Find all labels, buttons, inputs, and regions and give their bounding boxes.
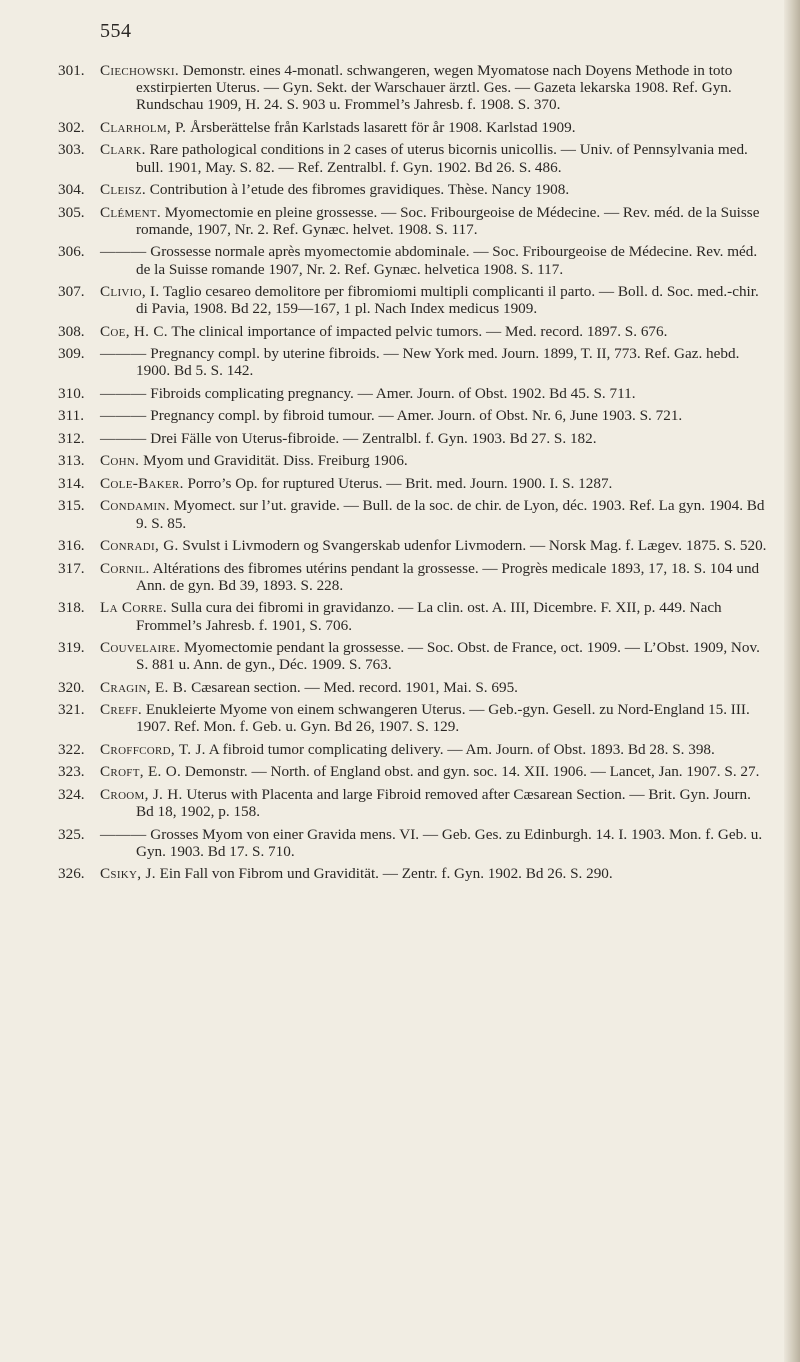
entry-author: Clark. — [100, 141, 146, 159]
entry-text — [100, 119, 770, 136]
bibliography-entry — [58, 119, 770, 136]
entry-author: La Corre. — [100, 599, 167, 617]
entry-author: Clarholm, P. — [100, 118, 187, 136]
entry-citation: Enukleierte Myome von einem schwangeren Uterus. — Geb.-gyn. Gesell. zu Nord-England 15. III. 1907. Ref. Mon. f. Geb. u. Gyn. Bd 26, 1907. S. 129. — [136, 701, 750, 736]
entry-author: ——— — [100, 384, 147, 402]
entry-text — [100, 323, 770, 340]
entry-text — [100, 407, 770, 424]
entry-text — [100, 497, 770, 531]
entry-citation: Myomect. sur l’ut. gravide. — Bull. de la soc. de chir. de Lyon, déc. 1903. Ref. La gyn. 1904. Bd 9. S. 85. — [136, 497, 765, 532]
entry-author: ——— — [100, 825, 147, 843]
entry-number: 309. — [58, 345, 85, 363]
entry-text — [100, 430, 770, 447]
entry-citation: A fibroid tumor complicating delivery. — Am. Journ. of Obst. 1893. Bd 28. S. 398. — [205, 740, 715, 758]
entry-text — [100, 701, 770, 735]
bibliography-entry — [58, 475, 770, 492]
bibliography-entry — [58, 826, 770, 860]
entry-author: Clivio, I. — [100, 283, 160, 301]
entry-citation: Cæsarean section. — Med. record. 1901, Mai. S. 695. — [187, 678, 518, 696]
entry-text — [100, 475, 770, 492]
entry-author: ——— — [100, 243, 147, 261]
entry-citation: Porro’s Op. for ruptured Uterus. — Brit. med. Journ. 1900. I. S. 1287. — [183, 474, 613, 492]
entry-author: ——— — [100, 407, 147, 425]
entry-text — [100, 243, 770, 277]
entry-text — [100, 786, 770, 820]
entry-citation: Demonstr. eines 4-monatl. schwangeren, wegen Myomatose nach Doyens Methode in toto exstirpierten Uterus. — Gyn. Sekt. der Warschauer ärztl. Ges. — Gazeta lekarska 1908. Ref. Gyn. Rundschau 1909, H. 24. S. 903 u. Frommel’s Jahresb. f. 1908. S. 370. — [136, 62, 733, 114]
entry-number: 308. — [58, 322, 85, 340]
bibliography-entry — [58, 204, 770, 238]
entry-text — [100, 345, 770, 379]
entry-author: Croom, J. H. — [100, 785, 183, 803]
entry-text — [100, 62, 770, 114]
bibliography-entry — [58, 385, 770, 402]
bibliography-entry — [58, 497, 770, 531]
bibliography-entry — [58, 283, 770, 317]
entry-number: 307. — [58, 283, 85, 301]
bibliography-entry — [58, 701, 770, 735]
entry-number: 312. — [58, 429, 85, 447]
entry-author: Cohn. — [100, 452, 140, 470]
entry-author: Cornil. — [100, 559, 150, 577]
bibliography-entry — [58, 599, 770, 633]
entry-number: 325. — [58, 825, 85, 843]
bibliography-entry — [58, 141, 770, 175]
entry-citation: Myom und Gravidität. Diss. Freiburg 1906. — [139, 452, 408, 470]
entry-author: Condamin. — [100, 497, 170, 515]
entry-text — [100, 763, 770, 780]
bibliography-entry — [58, 763, 770, 780]
entry-text — [100, 385, 770, 402]
entry-citation: Demonstr. — North. of England obst. and gyn. soc. 14. XII. 1906. — Lancet, Jan. 1907. S. 27. — [181, 763, 760, 781]
entry-author: Cleisz. — [100, 181, 146, 199]
bibliography-entry — [58, 741, 770, 758]
entry-text — [100, 560, 770, 594]
bibliography-entry — [58, 452, 770, 469]
entry-citation: Sulla cura dei fibromi in gravidanzo. — La clin. ost. A. III, Dicembre. F. XII, p. 449. Nach Frommel’s Jahresb. f. 1901, S. 706. — [136, 599, 722, 634]
bibliography-entry — [58, 430, 770, 447]
entry-citation: Myomectomie en pleine grossesse. — Soc. Fribourgeoise de Médecine. — Rev. méd. de la Suisse romande, 1907, Nr. 2. Ref. Gynæc. helvet. 1908. S. 117. — [136, 203, 760, 238]
entry-author: ——— — [100, 429, 147, 447]
bibliography-entry — [58, 679, 770, 696]
entry-text — [100, 639, 770, 673]
bibliography-list — [58, 62, 770, 888]
entry-author: Clément. — [100, 203, 161, 221]
entry-author: Couvelaire. — [100, 639, 181, 657]
entry-text — [100, 741, 770, 758]
entry-citation: Taglio cesareo demolitore per fibromiomi multipli complicanti il parto. — Boll. d. Soc. med.-chir. di Pavia, 1908. Bd 22, 159—167, 1 pl. Nach Index medicus 1909. — [136, 283, 759, 318]
entry-author: ——— — [100, 345, 147, 363]
entry-number: 310. — [58, 384, 85, 402]
entry-number: 304. — [58, 181, 85, 199]
page-edge-shadow — [784, 0, 800, 1362]
entry-citation: Rare pathological conditions in 2 cases of uterus bicornis unicollis. — Univ. of Pennsylvania med. bull. 1901, May. S. 82. — Ref. Zentralbl. f. Gyn. 1902. Bd 26. S. 486. — [136, 141, 748, 176]
entry-citation: Grossesse normale après myomectomie abdominale. — Soc. Fribourgeoise de Médecine. Rev. méd. de la Suisse romande 1907, Nr. 2. Ref. Gynæc. helvetica 1908. S. 117. — [136, 243, 758, 278]
entry-citation: Contribution à l’etude des fibromes gravidiques. Thèse. Nancy 1908. — [145, 181, 570, 199]
entry-author: Conradi, G. — [100, 537, 179, 555]
entry-number: 320. — [58, 678, 85, 696]
entry-author: Coe, H. C. — [100, 322, 168, 340]
bibliography-entry — [58, 537, 770, 554]
entry-text — [100, 283, 770, 317]
bibliography-entry — [58, 345, 770, 379]
entry-number: 323. — [58, 763, 85, 781]
entry-text — [100, 204, 770, 238]
entry-citation: The clinical importance of impacted pelvic tumors. — Med. record. 1897. S. 676. — [167, 322, 668, 340]
entry-author: Cole-Baker. — [100, 474, 184, 492]
entry-author: Ciechowski. — [100, 62, 179, 79]
entry-citation: Pregnancy compl. by uterine fibroids. — New York med. Journ. 1899, T. II, 773. Ref. Gaz. hebd. 1900. Bd 5. S. 142. — [136, 345, 740, 380]
entry-number: 305. — [58, 203, 85, 221]
bibliography-entry — [58, 639, 770, 673]
entry-text — [100, 679, 770, 696]
entry-citation: Uterus with Placenta and large Fibroid removed after Cæsarean Section. — Brit. Gyn. Journ. Bd 18, 1902, p. 158. — [136, 785, 751, 821]
entry-number: 314. — [58, 474, 85, 492]
entry-citation: Ein Fall von Fibrom und Gravidität. — Zentr. f. Gyn. 1902. Bd 26. S. 290. — [155, 865, 613, 883]
bibliography-entry — [58, 786, 770, 820]
entry-number: 319. — [58, 639, 85, 657]
bibliography-entry — [58, 181, 770, 198]
entry-text — [100, 452, 770, 469]
entry-number: 324. — [58, 785, 85, 803]
entry-number: 302. — [58, 118, 85, 136]
page-number: 554 — [100, 20, 132, 42]
entry-text — [100, 181, 770, 198]
bibliography-entry — [58, 323, 770, 340]
entry-number: 326. — [58, 865, 85, 883]
entry-text — [100, 599, 770, 633]
entry-number: 313. — [58, 452, 85, 470]
bibliography-entry — [58, 560, 770, 594]
entry-text — [100, 141, 770, 175]
entry-number: 316. — [58, 537, 85, 555]
entry-citation: Fibroids complicating pregnancy. — Amer. Journ. of Obst. 1902. Bd 45. S. 711. — [146, 384, 636, 402]
entry-number: 303. — [58, 141, 85, 159]
entry-number: 317. — [58, 559, 85, 577]
entry-citation: Årsberättelse från Karlstads lasarett för år 1908. Karlstad 1909. — [186, 118, 576, 136]
entry-author: Cragin, E. B. — [100, 678, 188, 696]
entry-number: 301. — [58, 62, 85, 79]
entry-citation: Myomectomie pendant la grossesse. — Soc. Obst. de France, oct. 1909. — L’Obst. 1909, Nov. S. 881 u. Ann. de gyn., Déc. 1909. S. 763. — [136, 639, 760, 674]
entry-citation: Pregnancy compl. by fibroid tumour. — Amer. Journ. of Obst. Nr. 6, June 1903. S. 721. — [146, 407, 683, 425]
entry-author: Croft, E. O. — [100, 763, 182, 781]
entry-author: Creff. — [100, 701, 143, 719]
entry-number: 321. — [58, 701, 85, 719]
entry-number: 322. — [58, 740, 85, 758]
entry-number: 315. — [58, 497, 85, 515]
entry-text — [100, 826, 770, 860]
entry-text — [100, 537, 770, 554]
entry-citation: Grosses Myom von einer Gravida mens. VI. — Geb. Ges. zu Edinburgh. 14. I. 1903. Mon. f. Geb. u. Gyn. 1903. Bd 17. S. 710. — [136, 825, 763, 860]
bibliography-entry — [58, 865, 770, 882]
entry-citation: Svulst i Livmodern og Svangerskab udenfor Livmodern. — Norsk Mag. f. Lægev. 1875. S. 520. — [178, 537, 767, 555]
entry-number: 311. — [58, 407, 85, 425]
bibliography-entry — [58, 62, 770, 114]
bibliography-entry — [58, 407, 770, 424]
entry-citation: Altérations des fibromes utérins pendant la grossesse. — Progrès medicale 1893, 17, 18. S. 104 und Ann. de gyn. Bd 39, 1893. S. 228. — [136, 559, 760, 594]
entry-author: Croffсord, T. J. — [100, 740, 206, 758]
entry-number: 306. — [58, 243, 85, 261]
entry-text — [100, 865, 770, 882]
bibliography-entry — [58, 243, 770, 277]
entry-author: Csiky, J. — [100, 865, 156, 883]
entry-citation: Drei Fälle von Uterus-fibroide. — Zentralbl. f. Gyn. 1903. Bd 27. S. 182. — [146, 429, 597, 447]
entry-number: 318. — [58, 599, 85, 617]
